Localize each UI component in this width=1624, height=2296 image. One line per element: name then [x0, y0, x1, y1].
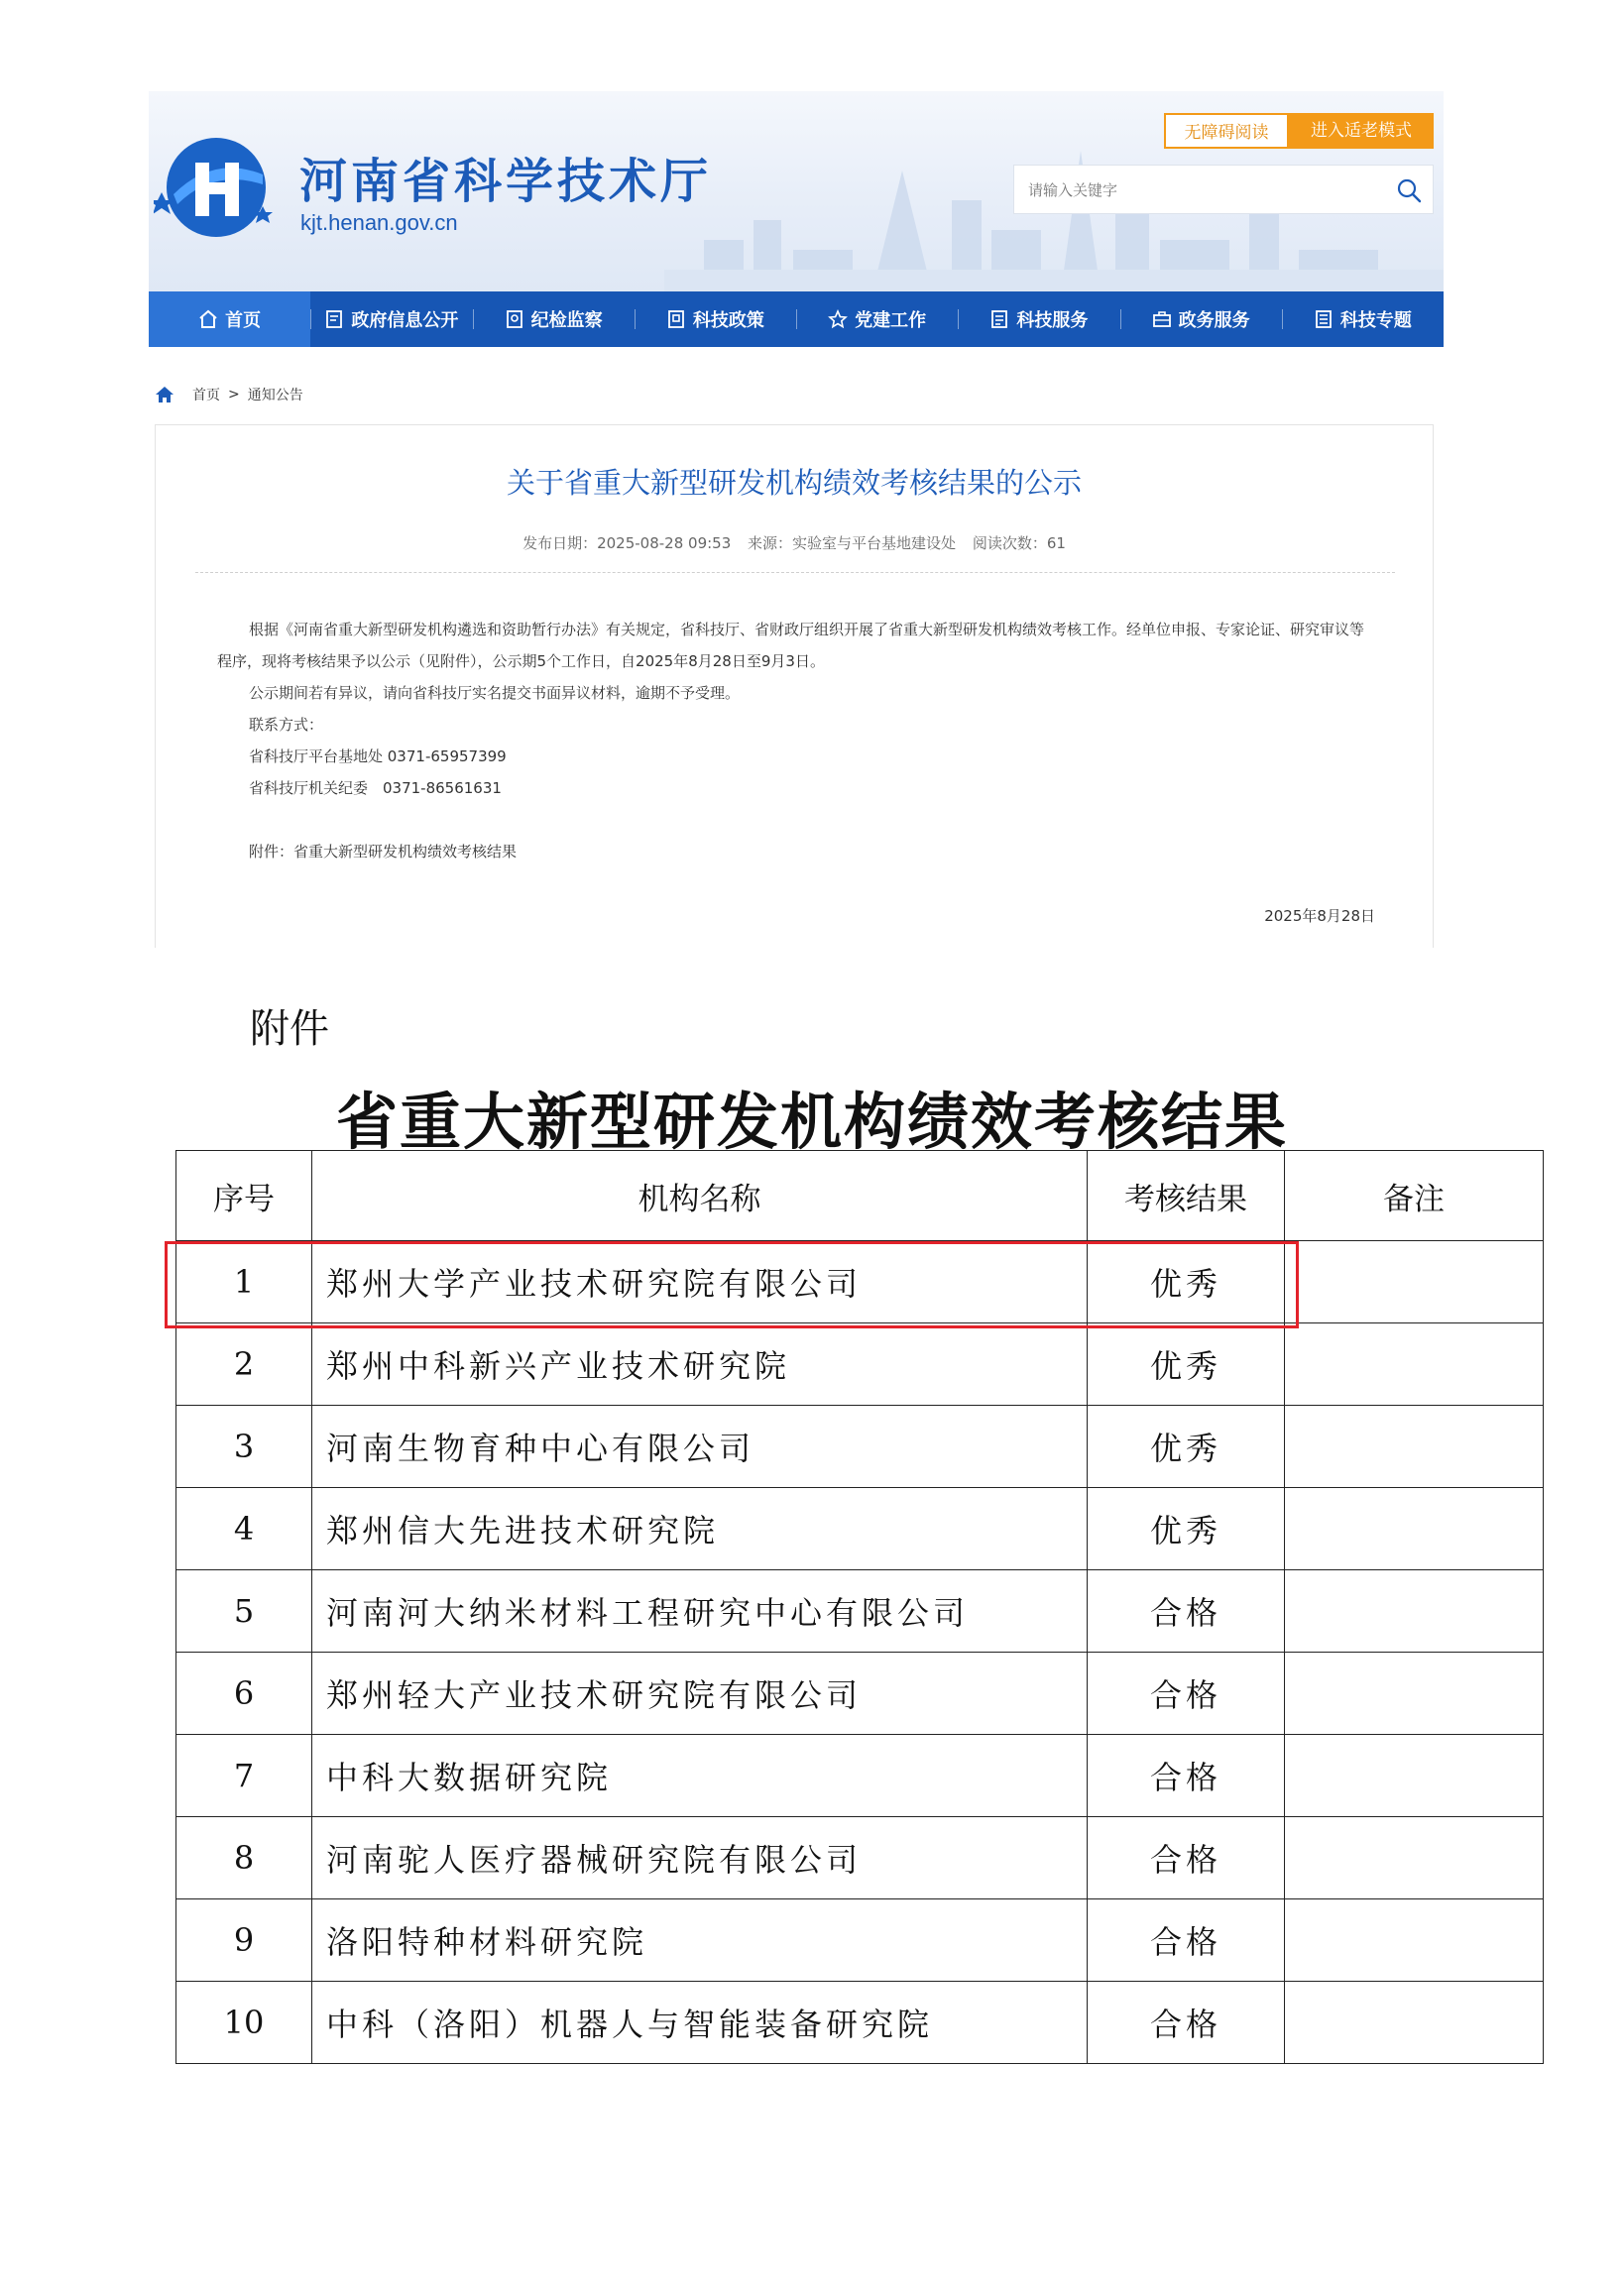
row-org-name: 中科大数据研究院 — [312, 1735, 1088, 1817]
home-icon[interactable] — [155, 386, 174, 403]
home-icon — [198, 309, 218, 329]
nav-item-service[interactable] — [958, 291, 1119, 347]
info-open-icon — [324, 309, 344, 329]
breadcrumb-home[interactable]: 首页 — [192, 388, 220, 403]
nav-item-label: 党建工作 — [855, 310, 927, 331]
site-header — [149, 91, 1444, 291]
row-no: 7 — [176, 1735, 312, 1817]
nav-item-topic[interactable] — [1282, 291, 1444, 347]
results-table — [175, 1150, 1544, 2064]
row-result: 合格 — [1088, 1817, 1285, 1899]
row-note — [1285, 1653, 1544, 1735]
nav-item-label: 科技政策 — [692, 310, 764, 331]
article-body — [217, 614, 1367, 867]
nav-item-gov-info[interactable] — [310, 291, 472, 347]
row-result: 合格 — [1088, 1899, 1285, 1982]
row-note — [1285, 1817, 1544, 1899]
table-row — [176, 1735, 1544, 1817]
search-box — [1013, 165, 1434, 214]
table-row — [176, 1653, 1544, 1735]
elder-mode-button[interactable]: 进入适老模式 — [1289, 113, 1434, 149]
table-row — [176, 1323, 1544, 1406]
row-no: 9 — [176, 1899, 312, 1982]
nav-item-label: 首页 — [225, 310, 262, 331]
row-no: 2 — [176, 1323, 312, 1406]
nav-item-gov-service[interactable] — [1120, 291, 1282, 347]
body-paragraph: 根据《河南省重大新型研发机构遴选和资助暂行办法》有关规定，省科技厅、省财政厅组织开展了省重大新型研发机构绩效考核工作。经单位申报、专家论证、研究审议等程序，现将考核结果予以公示（见附件），公示期5个工作日，自2025年8月28日至9月3日。 — [217, 621, 1365, 670]
table-row — [176, 1488, 1544, 1570]
row-result: 合格 — [1088, 1735, 1285, 1817]
row-no: 4 — [176, 1488, 312, 1570]
meta-divider — [195, 572, 1395, 573]
header-note: 备注 — [1285, 1151, 1544, 1241]
row-note — [1285, 1570, 1544, 1653]
row-result: 合格 — [1088, 1570, 1285, 1653]
row-note — [1285, 1735, 1544, 1817]
nav-item-discipline[interactable] — [473, 291, 635, 347]
header-no: 序号 — [176, 1151, 312, 1241]
breadcrumb-current[interactable]: 通知公告 — [247, 388, 303, 403]
nav-item-label: 政务服务 — [1178, 310, 1250, 331]
policy-icon — [666, 309, 686, 329]
row-no: 1 — [176, 1241, 312, 1323]
site-title[interactable]: 河南省科学技术厅 — [299, 154, 713, 209]
main-nav — [149, 291, 1444, 347]
nav-item-label: 科技专题 — [1339, 310, 1412, 331]
gov-service-icon — [1152, 309, 1172, 329]
row-note — [1285, 1406, 1544, 1488]
body-paragraph: 公示期间若有异议，请向省科技厅实名提交书面异议材料，逾期不予受理。 — [249, 684, 741, 702]
article-title: 关于省重大新型研发机构绩效考核结果的公示 — [506, 466, 1082, 500]
header-result: 考核结果 — [1088, 1151, 1285, 1241]
contact-line: 省科技厅机关纪委 0371-86561631 — [249, 779, 502, 797]
nav-item-label: 科技服务 — [1016, 310, 1089, 331]
attachment-title: 省重大新型研发机构绩效考核结果 — [335, 1086, 1288, 1158]
article-meta — [156, 532, 1433, 553]
table-row — [176, 1982, 1544, 2064]
row-result: 优秀 — [1088, 1488, 1285, 1570]
nav-item-home[interactable] — [149, 291, 310, 347]
row-no: 3 — [176, 1406, 312, 1488]
row-result: 合格 — [1088, 1653, 1285, 1735]
row-result: 优秀 — [1088, 1241, 1285, 1323]
topic-icon — [1314, 309, 1334, 329]
discipline-icon — [505, 309, 524, 329]
table-header-row — [176, 1151, 1544, 1241]
nav-item-label: 政府信息公开 — [351, 310, 459, 331]
row-note — [1285, 1488, 1544, 1570]
search-icon[interactable] — [1395, 176, 1423, 204]
article-card — [155, 424, 1434, 948]
publish-date: 发布日期：2025-08-28 09:53 — [522, 534, 732, 552]
signature-date: 2025年8月28日 — [1264, 907, 1375, 925]
contact-label: 联系方式： — [249, 716, 324, 734]
attachment-label: 附件 — [250, 1006, 329, 1052]
row-no: 6 — [176, 1653, 312, 1735]
row-no: 10 — [176, 1982, 312, 2064]
row-org-name: 郑州大学产业技术研究院有限公司 — [312, 1241, 1088, 1323]
row-result: 优秀 — [1088, 1406, 1285, 1488]
henan-sci-tech-logo[interactable] — [154, 135, 275, 240]
row-org-name: 河南河大纳米材料工程研究中心有限公司 — [312, 1570, 1088, 1653]
service-icon — [989, 309, 1009, 329]
nav-item-label: 纪检监察 — [530, 310, 603, 331]
row-org-name: 中科（洛阳）机器人与智能装备研究院 — [312, 1982, 1088, 2064]
view-count: 阅读次数：61 — [972, 534, 1066, 552]
row-note — [1285, 1241, 1544, 1323]
row-note — [1285, 1323, 1544, 1406]
table-row — [176, 1570, 1544, 1653]
row-no: 5 — [176, 1570, 312, 1653]
nav-item-party[interactable] — [796, 291, 958, 347]
row-org-name: 河南驼人医疗器械研究院有限公司 — [312, 1817, 1088, 1899]
breadcrumb — [155, 385, 303, 404]
row-org-name: 郑州信大先进技术研究院 — [312, 1488, 1088, 1570]
star-icon — [828, 309, 848, 329]
table-row — [176, 1899, 1544, 1982]
row-org-name: 河南生物育种中心有限公司 — [312, 1406, 1088, 1488]
article-source: 来源：实验室与平台基地建设处 — [748, 534, 957, 552]
row-org-name: 郑州中科新兴产业技术研究院 — [312, 1323, 1088, 1406]
nav-item-policy[interactable] — [635, 291, 796, 347]
contact-line: 省科技厅平台基地处 0371-65957399 — [249, 747, 507, 765]
search-input[interactable] — [1026, 177, 1367, 203]
table-row — [176, 1817, 1544, 1899]
attachment-link[interactable]: 附件：省重大新型研发机构绩效考核结果 — [249, 843, 518, 861]
row-note — [1285, 1982, 1544, 2064]
table-row — [176, 1406, 1544, 1488]
site-url[interactable]: kjt.henan.gov.cn — [300, 210, 458, 235]
row-no: 8 — [176, 1817, 312, 1899]
accessibility-reading-button[interactable]: 无障碍阅读 — [1164, 113, 1289, 149]
row-note — [1285, 1899, 1544, 1982]
header-name: 机构名称 — [312, 1151, 1088, 1241]
row-org-name: 郑州轻大产业技术研究院有限公司 — [312, 1653, 1088, 1735]
breadcrumb-separator: > — [228, 387, 240, 402]
row-org-name: 洛阳特种材料研究院 — [312, 1899, 1088, 1982]
row-result: 优秀 — [1088, 1323, 1285, 1406]
row-result: 合格 — [1088, 1982, 1285, 2064]
table-row — [176, 1241, 1544, 1323]
